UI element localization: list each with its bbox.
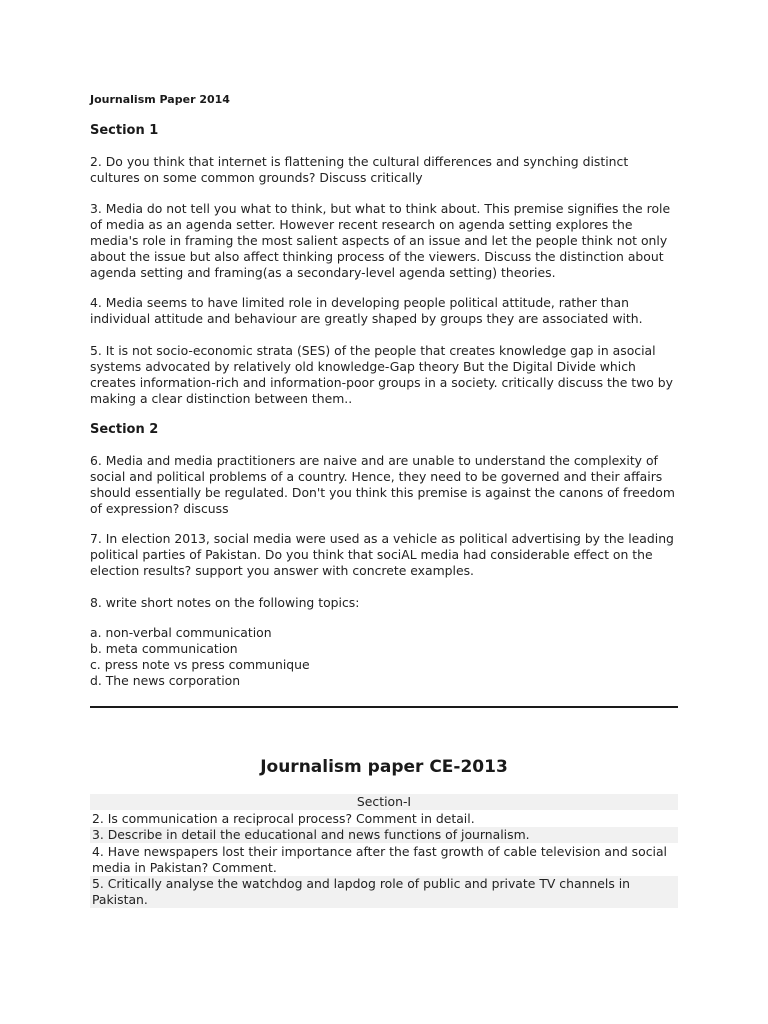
question-3-2014: 3. Media do not tell you what to think, but what to think about. This premise signifies the role of media as an agenda setter. However recent research on agenda setting explores the media's role in framing the most salient aspects of an issue and let the people think not only about the issue but also affect thinking process of the viewers. Discuss the distinction about agenda setting and framing(as a secondary-level agenda setting) theories. — [90, 201, 671, 280]
section-2-heading: Section 2 — [90, 422, 159, 437]
question-6-2014: 6. Media and media practitioners are naive and are unable to understand the complexity of social and political problems of a country. Hence, they need to be governed and their affairs should essentially be regulated. Don't you think this premise is against the canons of freedom of expression? discuss — [90, 453, 675, 516]
question-4-2014: 4. Media seems to have limited role in developing people political attitude, rather than individual attitude and behaviour are greatly shaped by groups they are associated with. — [90, 295, 643, 326]
ce-section-label: Section-I — [90, 794, 678, 810]
horizontal-divider — [90, 706, 678, 708]
topic-item: a. non-verbal communication — [90, 625, 272, 640]
question-7-2014: 7. In election 2013, social media were used as a vehicle as political advertising by the leading political parties of Pakistan. Do you think that sociAL media had considerable effect on the election results? support you answer with concrete examples. — [90, 531, 674, 578]
question-5-2014: 5. It is not socio-economic strata (SES) of the people that creates knowledge gap in asocial systems advocated by relatively old knowledge-Gap theory But the Digital Divide which creates information-rich and information-poor groups in a society. critically discuss the two by making a clear distinction between them.. — [90, 343, 673, 406]
ce-question-row: 3. Describe in detail the educational and news functions of journalism. — [90, 827, 678, 843]
short-notes-topic-list — [90, 625, 310, 689]
ce-question-row: 5. Critically analyse the watchdog and lapdog role of public and private TV channels in Pakistan. — [90, 876, 678, 908]
ce-question-row: 4. Have newspapers lost their importance after the fast growth of cable television and social media in Pakistan? Comment. — [92, 843, 667, 875]
topic-item: c. press note vs press communique — [90, 657, 310, 672]
ce-question-row: 2. Is communication a reciprocal process? Comment in detail. — [92, 810, 475, 826]
question-2-2014: 2. Do you think that internet is flattening the cultural differences and synching distinct cultures on some common grounds? Discuss critically — [90, 154, 629, 185]
section-1-heading: Section 1 — [90, 123, 159, 138]
topic-item: b. meta communication — [90, 641, 238, 656]
paper-2014-title: Journalism Paper 2014 — [90, 93, 230, 106]
topic-item: d. The news corporation — [90, 673, 241, 688]
paper-ce-2013-title: Journalism paper CE-2013 — [260, 757, 508, 777]
question-8-2014: 8. write short notes on the following topics: — [90, 595, 360, 610]
ce-2013-question-table — [90, 794, 678, 909]
